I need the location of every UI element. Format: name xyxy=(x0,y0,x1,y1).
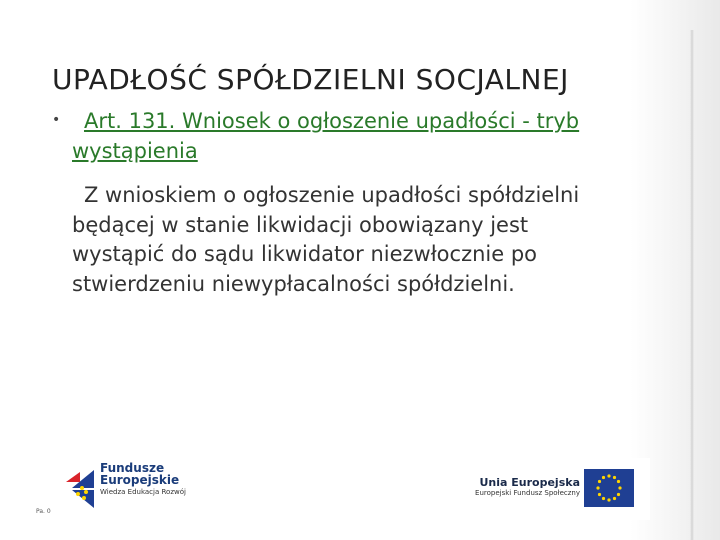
unia-europejska-text xyxy=(440,476,580,497)
body-line-1: Z wnioskiem o ogłoszenie upadłości spółdzielni xyxy=(84,183,580,207)
article-heading-line-2[interactable]: wystąpienia xyxy=(72,139,198,163)
ue-line-2: Europejski Fundusz Społeczny xyxy=(475,489,580,497)
slide-title: UPADŁOŚĆ SPÓŁDZIELNI SOCJALNEJ xyxy=(52,63,569,96)
slide-edge-shadow xyxy=(690,30,694,540)
body-line-2: będącej w stanie likwidacji obowiązany jest xyxy=(72,212,529,237)
fe-line-1: Fundusze xyxy=(100,461,165,475)
article-body xyxy=(72,181,662,299)
body-line-3: wystąpić do sądu likwidator niezwłocznie po xyxy=(72,242,538,266)
eu-flag-icon xyxy=(584,469,634,507)
body-line-4: stwierdzeniu niewypłacalności spółdzielni. xyxy=(72,271,515,296)
bullet-point: • xyxy=(52,112,61,128)
ue-line-1: Unia Europejska xyxy=(479,476,580,489)
article-heading-link[interactable] xyxy=(72,106,662,166)
fundusze-europejskie-text xyxy=(100,462,210,496)
fe-line-2: Europejskie xyxy=(100,473,180,487)
slide-number: Pa. 0 xyxy=(36,508,51,515)
article-heading-line-1[interactable]: Art. 131. Wniosek o ogłoszenie upadłości - tryb xyxy=(84,109,580,133)
fe-line-3: Wiedza Edukacja Rozwój xyxy=(100,488,186,496)
